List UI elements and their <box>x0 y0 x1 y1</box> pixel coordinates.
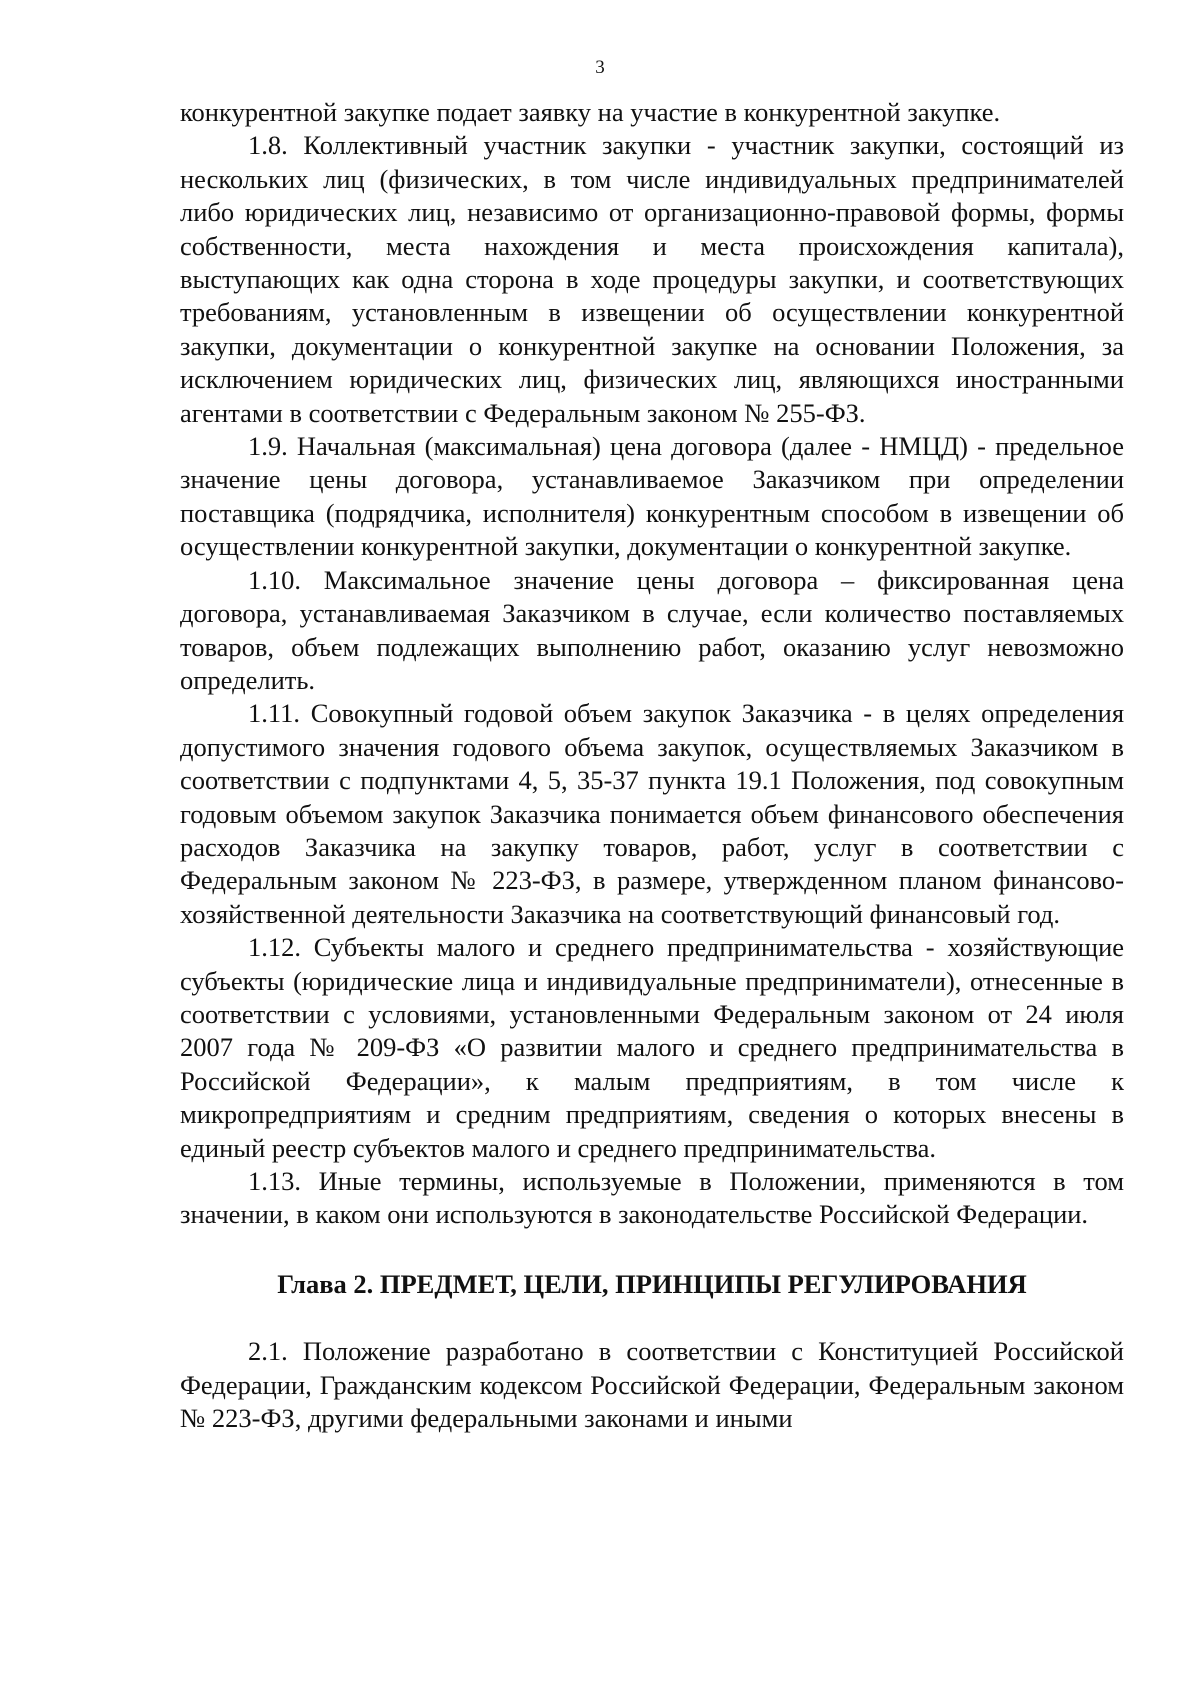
clause-text: Положение разработано в соответствии с Конституцией Российской Федерации, Гражданским кодексом Российской Федерации, Федеральным законом № 223-ФЗ, другими федеральными законами и иными <box>180 1336 1124 1434</box>
clause-number: 2.1. <box>248 1336 288 1367</box>
clause-1-10 <box>180 564 1124 698</box>
clause-number: 1.9. <box>248 431 288 462</box>
clause-1-9 <box>180 430 1124 564</box>
clause-1-11 <box>180 697 1124 931</box>
clause-number: 1.11. <box>248 698 301 729</box>
paragraph-continuation: конкурентной закупке подает заявку на участие в конкурентной закупке. <box>180 97 1001 127</box>
clause-1-12 <box>180 931 1124 1165</box>
chapter-title: Глава 2. ПРЕДМЕТ, ЦЕЛИ, ПРИНЦИПЫ РЕГУЛИРОВАНИЯ <box>277 1268 1027 1299</box>
clause-1-13 <box>180 1165 1124 1232</box>
clause-number: 1.8. <box>248 130 288 161</box>
clause-text: Иные термины, используемые в Положении, применяются в том значении, в каком они используются в законодательстве Российской Федерации. <box>180 1166 1124 1230</box>
clause-text: Совокупный годовой объем закупок Заказчика - в целях определения допустимого значения годового объема закупок, осуществляемых Заказчиком в соответствии с подпунктами 4, 5, 35-37 пункта 19.1 Положения, под совокупным годовым объемом закупок Заказчика понимается объем финансового обеспечения расходов Заказчика на закупку товаров, работ, услуг в соответствии с Федеральным законом № 223-ФЗ, в размере, утвержденном планом финансово-хозяйственной деятельности Заказчика на соответствующий финансовый год. <box>180 698 1125 929</box>
clause-1-8 <box>180 129 1124 430</box>
document-body <box>180 96 1124 1435</box>
clause-2-1 <box>180 1335 1124 1435</box>
clause-text: Максимальное значение цены договора – фиксированная цена договора, устанавливаемая Заказчиком в случае, если количество поставляемых товаров, объем подлежащих выполнению работ, оказанию услуг невозможно определить. <box>180 564 1125 695</box>
page-number: 3 <box>595 57 605 78</box>
clause-text: Субъекты малого и среднего предпринимательства - хозяйствующие субъекты (юридические лица и индивидуальные предприниматели), отнесенные в соответствии с условиями, установленными Федеральным законом от 24 июля 2007 года № 209-ФЗ «О развитии малого и среднего предпринимательства в Российской Федерации», к малым предприятиям, в том числе к микропредприятиям и средним предприятиям, сведения о которых внесены в единый реестр субъектов малого и среднего предпринимательства. <box>180 932 1125 1163</box>
clause-text: Коллективный участник закупки - участник закупки, состоящий из нескольких лиц (физических, в том числе индивидуальных предпринимателей либо юридических лиц, независимо от организационно-правовой формы, формы собственности, места нахождения и места происхождения капитала), выступающих как одна сторона в ходе процедуры закупки, и соответствующих требованиям, установленным в извещении об осуществлении конкурентной закупки, документации о конкурентной закупке на основании Положения, за исключением юридических лиц, физических лиц, являющихся иностранными агентами в соответствии с Федеральным законом № 255-ФЗ. <box>180 130 1124 428</box>
clause-number: 1.10. <box>248 564 301 595</box>
clause-number: 1.13. <box>248 1166 301 1196</box>
clause-text: Начальная (максимальная) цена договора (далее - НМЦД) - предельное значение цены договора, устанавливаемое Заказчиком при определении поставщика (подрядчика, исполнителя) конкурентным способом в извещении об осуществлении конкурентной закупки, документации о конкурентной закупке. <box>180 431 1124 562</box>
clause-number: 1.12. <box>248 932 301 963</box>
